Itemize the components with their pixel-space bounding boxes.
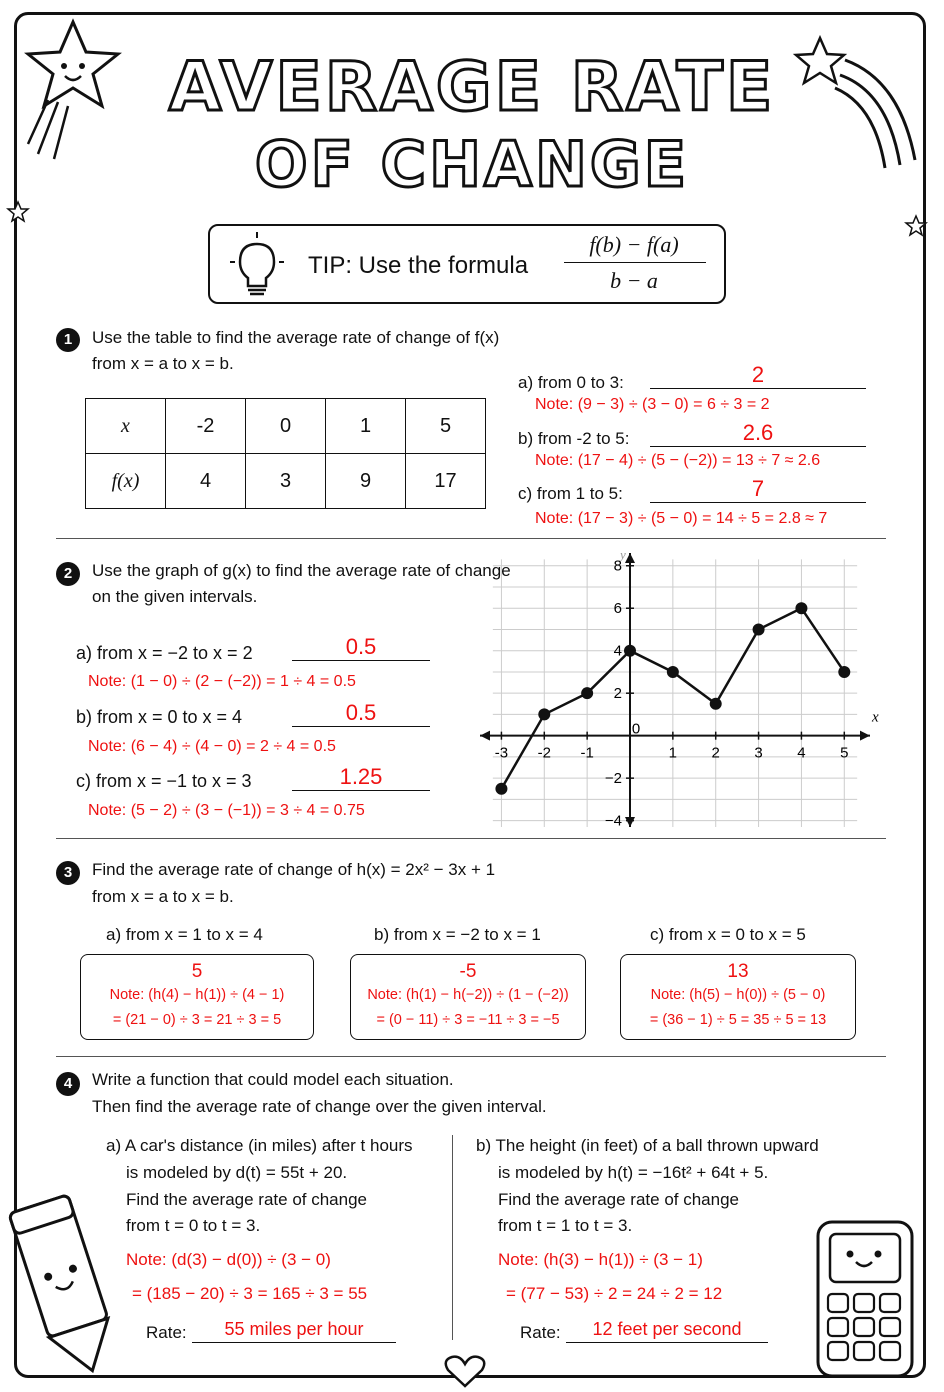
q1c-note: Note: (17 − 3) ÷ (5 − 0) = 14 ÷ 5 = 2.8 ≈ 7 (535, 510, 828, 527)
section-divider (56, 538, 886, 539)
table-cell: 5 (406, 399, 486, 454)
q3a-note-2: = (21 − 0) ÷ 3 = 21 ÷ 3 = 5 (112, 1012, 282, 1028)
q3-prompt-1: Find the average rate of change of h(x) = 2x² − 3x + 1 (92, 860, 496, 879)
x-tick-label: 3 (754, 744, 763, 762)
q3a-answer-box (80, 954, 314, 1040)
q4a-rate: 55 miles per hour (192, 1316, 396, 1343)
table-fx-header: f(x) (86, 454, 166, 509)
q1b-answer: 2.6 (650, 420, 866, 447)
table-cell: 9 (326, 454, 406, 509)
data-point (495, 783, 507, 795)
q3a-note-1: Note: (h(4) − h(1)) ÷ (4 − 1) (109, 987, 285, 1003)
data-point (710, 698, 722, 710)
q3b-answer-box (350, 954, 586, 1040)
x-axis-arrow (860, 731, 870, 741)
q2a-note: Note: (1 − 0) ÷ (2 − (−2)) = 1 ÷ 4 = 0.5 (88, 673, 356, 690)
question-number-2: 2 (56, 562, 80, 586)
q4b-line-1: b) The height (in feet) of a ball thrown upward (476, 1136, 819, 1155)
q4b-rate: 12 feet per second (566, 1316, 768, 1343)
q2-prompt-2: on the given intervals. (92, 587, 258, 606)
tip-label: TIP: Use the formula (308, 252, 529, 279)
question-number-3: 3 (56, 861, 80, 885)
q2c-answer: 1.25 (292, 764, 430, 791)
title-line-1: AVERAGE RATE (168, 48, 776, 127)
heart-icon (440, 1352, 490, 1392)
y-tick-label: 4 (613, 642, 622, 660)
q4b-rate-label: Rate: (520, 1323, 561, 1342)
q2b-label: b) from x = 0 to x = 4 (76, 707, 243, 727)
q3c-label: c) from x = 0 to x = 5 (650, 925, 806, 944)
y-tick-label: 2 (613, 685, 622, 703)
tip-numerator: f(b) − f(a) (589, 232, 679, 257)
q1-prompt-2: from x = a to x = b. (92, 354, 234, 373)
x-tick-label: -2 (537, 744, 551, 762)
y-axis-arrow (625, 817, 635, 827)
q3c-note-2: = (36 − 1) ÷ 5 = 35 ÷ 5 = 13 (649, 1012, 827, 1028)
q2b-note: Note: (6 − 4) ÷ (4 − 0) = 2 ÷ 4 = 0.5 (88, 738, 336, 755)
question-number-1: 1 (56, 328, 80, 352)
x-tick-label: 0 (631, 720, 641, 738)
tip-box (208, 224, 726, 304)
q2b-answer: 0.5 (292, 700, 430, 727)
q4a-line-3: Find the average rate of change (126, 1190, 367, 1209)
tip-denominator: b − a (610, 268, 658, 293)
q3a-label: a) from x = 1 to x = 4 (106, 925, 263, 944)
q3-prompt-2: from x = a to x = b. (92, 887, 234, 906)
q1a-note: Note: (9 − 3) ÷ (3 − 0) = 6 ÷ 3 = 2 (535, 396, 770, 413)
y-tick-label: −4 (604, 812, 622, 830)
table-cell: 1 (326, 399, 406, 454)
data-point (538, 708, 550, 720)
data-point (581, 687, 593, 699)
q4b-line-2: is modeled by h(t) = −16t² + 64t + 5. (498, 1163, 769, 1182)
q1a-answer: 2 (650, 362, 866, 389)
q4b-line-4: from t = 1 to t = 3. (498, 1216, 633, 1235)
table-x-header: x (86, 399, 166, 454)
y-tick-label: 8 (613, 557, 622, 575)
column-divider (452, 1135, 453, 1340)
section-divider (56, 1056, 886, 1057)
q2c-label: c) from x = −1 to x = 3 (76, 771, 252, 791)
q3b-answer: -5 (459, 961, 477, 982)
lightbulb-icon (226, 232, 288, 298)
title-line-2: OF CHANGE (254, 128, 690, 201)
q2-prompt-1: Use the graph of g(x) to find the average rate of change (92, 561, 511, 580)
y-tick-label: −2 (604, 770, 622, 788)
data-point (667, 666, 679, 678)
q4b-note-2: = (77 − 53) ÷ 2 = 24 ÷ 2 = 12 (506, 1284, 723, 1303)
data-point (795, 602, 807, 614)
y-axis-arrow (625, 553, 635, 563)
q2c-note: Note: (5 − 2) ÷ (3 − (−1)) = 3 ÷ 4 = 0.75 (88, 802, 365, 819)
q3a-answer: 5 (191, 961, 203, 982)
data-point (753, 623, 765, 635)
table-cell: 17 (406, 454, 486, 509)
y-axis-label: y (620, 547, 626, 562)
table-cell: -2 (166, 399, 246, 454)
small-star-icon (6, 200, 30, 224)
q4a-line-4: from t = 0 to t = 3. (126, 1216, 261, 1235)
table-cell: 0 (246, 399, 326, 454)
question-number-4: 4 (56, 1072, 80, 1096)
x-axis-arrow (480, 731, 490, 741)
x-tick-label: -1 (580, 744, 594, 762)
q3b-label: b) from x = −2 to x = 1 (374, 925, 541, 944)
q3c-answer: 13 (727, 961, 749, 982)
function-table (85, 398, 486, 509)
q4-prompt-1: Write a function that could model each situation. (92, 1070, 454, 1089)
data-point (624, 645, 636, 657)
x-tick-label: 1 (668, 744, 678, 762)
coordinate-graph (470, 545, 900, 835)
q4a-rate-label: Rate: (146, 1323, 187, 1342)
q4a-line-1: a) A car's distance (in miles) after t hours (106, 1136, 413, 1155)
x-tick-label: 4 (797, 744, 806, 762)
table-cell: 3 (246, 454, 326, 509)
x-axis-label: x (872, 709, 879, 726)
q1c-answer: 7 (650, 476, 866, 503)
q2a-answer: 0.5 (292, 634, 430, 661)
section-divider (56, 838, 886, 839)
q3b-note-2: = (0 − 11) ÷ 3 = −11 ÷ 3 = −5 (376, 1012, 560, 1028)
small-star-icon (904, 214, 928, 238)
q1b-label: b) from -2 to 5: (518, 429, 630, 448)
table-cell: 4 (166, 454, 246, 509)
q4a-line-2: is modeled by d(t) = 55t + 20. (126, 1163, 348, 1182)
q4b-line-3: Find the average rate of change (498, 1190, 739, 1209)
q3c-answer-box (620, 954, 856, 1040)
data-point (838, 666, 850, 678)
q4-prompt-2: Then find the average rate of change over the given interval. (92, 1097, 547, 1116)
x-tick-label: 2 (711, 744, 720, 762)
q3b-note-1: Note: (h(1) − h(−2)) ÷ (1 − (−2)) (367, 987, 569, 1003)
x-tick-label: -3 (494, 744, 509, 762)
q1-prompt-1: Use the table to find the average rate of change of f(x) (92, 328, 500, 347)
q4b-note-1: Note: (h(3) − h(1)) ÷ (3 − 1) (498, 1250, 703, 1269)
q4a-note-2: = (185 − 20) ÷ 3 = 165 ÷ 3 = 55 (132, 1284, 368, 1303)
fraction-bar (564, 262, 706, 263)
q1b-note: Note: (17 − 4) ÷ (5 − (−2)) = 13 ÷ 7 ≈ 2.6 (535, 452, 821, 469)
q4a-note-1: Note: (d(3) − d(0)) ÷ (3 − 0) (126, 1250, 331, 1269)
y-tick-label: 6 (613, 600, 622, 618)
q1c-label: c) from 1 to 5: (518, 484, 623, 503)
x-tick-label: 5 (840, 744, 849, 762)
calculator-icon (812, 1218, 918, 1382)
pencil-icon (4, 1180, 124, 1380)
q1a-label: a) from 0 to 3: (518, 373, 624, 392)
q2a-label: a) from x = −2 to x = 2 (76, 643, 253, 663)
q3c-note-1: Note: (h(5) − h(0)) ÷ (5 − 0) (650, 987, 826, 1003)
